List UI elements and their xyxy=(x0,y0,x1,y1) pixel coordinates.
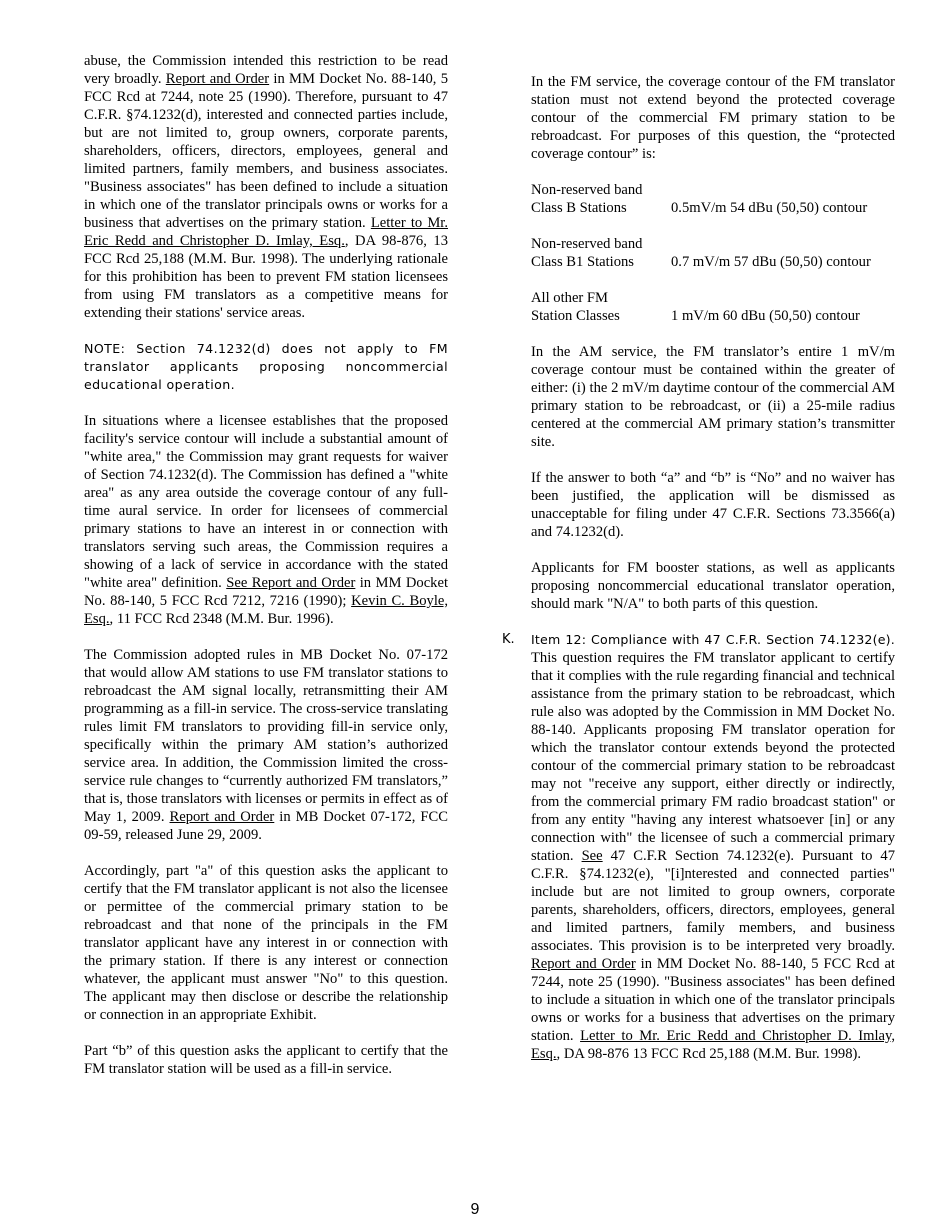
paragraph-interested-parties: abuse, the Commission intended this restriction to be read very broadly. Report and Order in MM Docket No. 88-140, 5 FCC Rcd at 7244, note 25 (1990). Therefore, pursuant to 47 C.F.R. §74.1232(d), interested and connected parties include, but are not limited to, group owners, corporate parents, shareholders, officers, directors, employees, general and limited partners, family members, and business associates. "Business associates" has been defined to include a situation in which one of the translator principals owns or works for a business that advertises on the primary station. Letter to Mr. Eric Redd and Christopher D. Imlay, Esq., DA 98-876, 13 FCC Rcd 25,188 (M.M. Bur. 1998). The underlying rationale for this prohibition has been to prevent FM station licensees from using FM translators as a competitive means for extending their stations' service areas. xyxy=(84,53,449,321)
citation-see: See xyxy=(581,848,603,864)
item-marker: K. xyxy=(502,632,515,647)
paragraph-booster-na: Applicants for FM booster stations, as well as applicants proposing noncommercial educational translator operation, should mark "N/A" to both parts of this question. xyxy=(531,560,895,612)
item-heading: Item 12: Compliance with 47 C.F.R. Section 74.1232(e). xyxy=(531,632,895,647)
paragraph-am-fill-in: The Commission adopted rules in MB Docket No. 07-172 that would allow AM stations to use FM translator stations to rebroadcast the AM signal locally, retransmitting their AM programming as a fill-in service. The cross-service translating rules limit FM translators to providing fill-in service only, specifically within the primary AM station’s authorized service area. In addition, the Commission limited the cross-service rule changes to “currently authorized FM translators,” that is, those translators with licenses or permits in effect as of May 1, 2009. Report and Order in MB Docket 07-172, FCC 09-59, released June 29, 2009. xyxy=(84,647,448,843)
paragraph-part-a: Accordingly, part "a" of this question asks the applicant to certify that the FM translator applicant is not also the licensee or permittee of the commercial primary station to be rebroadcast and that none of the principals in the FM translator applicant have any interest in or connection with the primary station. If there is any interest or connection whatever, the applicant must answer "No" to this question. The applicant may then disclose or describe the relationship or connection in an appropriate Exhibit. xyxy=(84,863,448,1023)
citation-report-and-order-07-172: Report and Order xyxy=(169,809,275,825)
right-column xyxy=(502,73,895,1063)
citation-report-and-order: Report and Order xyxy=(165,71,270,87)
paragraph-dismissal: If the answer to both “a” and “b” is “No” and no waiver has been justified, the application will be dismissed as unacceptable for filing under 47 C.F.R. Sections 73.3566(a) and 74.1232(d). xyxy=(531,470,895,540)
contour-class-b: Non-reserved band Class B Stations 0.5mV/m 54 dBu (50,50) contour xyxy=(531,182,868,216)
item-k xyxy=(502,631,895,1063)
left-column xyxy=(84,52,448,1078)
paragraph-am-service: In the AM service, the FM translator’s entire 1 mV/m coverage contour must be contained within the greater of either: (i) the 2 mV/m daytime contour of the commercial AM primary station to be rebroadcast, or (ii) a 25-mile radius centered at the commercial AM primary station’s transmitter site. xyxy=(531,344,895,450)
citation-letter-redd-imlay: Letter to Mr. Eric Redd and Christopher D. Imlay, Esq. xyxy=(84,215,449,249)
contour-class-b1: Non-reserved band Class B1 Stations 0.7 mV/m 57 dBu (50,50) contour xyxy=(531,236,871,270)
paragraph-part-b: Part “b” of this question asks the applicant to certify that the FM translator station will be used as a fill-in service. xyxy=(84,1043,448,1077)
item-k-body: Item 12: Compliance with 47 C.F.R. Section 74.1232(e). This question requires the FM translator applicant to certify that it complies with the rule regarding financial and technical assistance from the primary station to be rebroadcast, which rule also was adopted by the Commission in MM Docket No. 88-140. Applicants proposing FM translator operation for which the translator contour extends beyond the protected contour of the commercial primary station to be rebroadcast may not "receive any support, either directly or indirectly, from the commercial primary FM radio broadcast station" or from any entity "having any interest whatsoever [in] or any connection with" the licensee of such a commercial primary station. See 47 C.F.R Section 74.1232(e). Pursuant to 47 C.F.R. §74.1232(e), "[i]nterested and connected parties" include but are not limited to group owners, corporate parents, shareholders, officers, directors, employees, general and limited partners, family members, and business associates. This provision is to be interpreted very broadly. Report and Order in MM Docket No. 88-140, 5 FCC Rcd at 7244, note 25 (1990). "Business associates" has been defined to include a situation in which one of the translator principals owns or works for a business that advertises on the primary station. Letter to Mr. Eric Redd and Christopher D. Imlay, Esq., DA 98-876 13 FCC Rcd 25,188 (M.M. Bur. 1998). xyxy=(531,632,895,1062)
paragraph-white-area: In situations where a licensee establishes that the proposed facility's service contour will include a substantial amount of "white area," the Commission may grant requests for waiver of Section 74.1232(d). The Commission has defined a "white area" as any area outside the coverage contour of any full-time aural service. In order for licensees of commercial primary stations to have an interest in or connection with translators serving such areas, the Commission requires a showing of a lack of service in accordance with the stated "white area" definition. See Report and Order in MM Docket No. 88-140, 5 FCC Rcd 7212, 7216 (1990); Kevin C. Boyle, Esq., 11 FCC Rcd 2348 (M.M. Bur. 1996). xyxy=(84,413,448,627)
citation-see-report-and-order: See Report and Order xyxy=(226,575,356,591)
page-number: 9 xyxy=(470,1201,480,1218)
citation-letter-redd-imlay-k: Letter to Mr. Eric Redd and Christopher D. Imlay, Esq. xyxy=(531,1028,895,1062)
citation-kevin-boyle: Kevin C. Boyle, Esq. xyxy=(84,593,448,627)
citation-report-and-order-k: Report and Order xyxy=(531,956,636,972)
paragraph-fm-coverage: In the FM service, the coverage contour of the FM translator station must not extend beyond the protected coverage contour of the commercial FM primary station to be rebroadcast. For purposes of this question, the “protected coverage contour” is: xyxy=(531,74,895,162)
note-74-1232d: NOTE: Section 74.1232(d) does not apply to FM translator applicants proposing noncommercial educational operation. xyxy=(84,341,448,392)
contour-other-classes: All other FM Station Classes 1 mV/m 60 dBu (50,50) contour xyxy=(531,290,860,324)
